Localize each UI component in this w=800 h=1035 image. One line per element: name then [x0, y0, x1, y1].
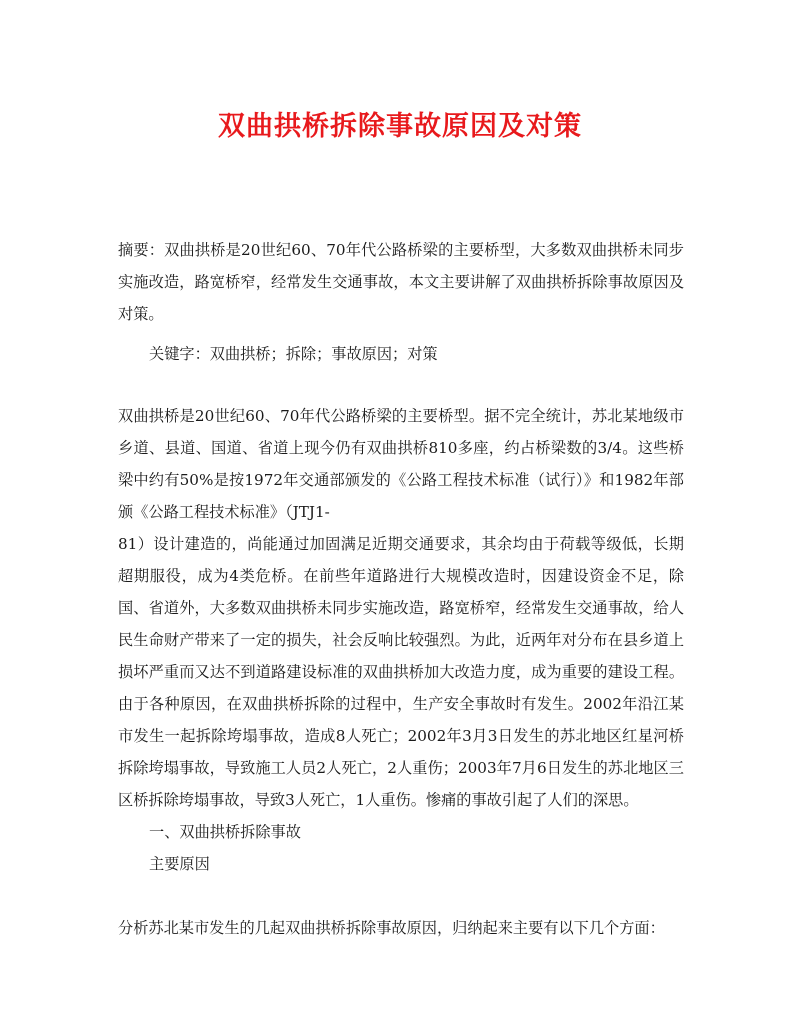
section-heading: 一、双曲拱桥拆除事故 [149, 823, 301, 841]
abstract-paragraph: 摘要：双曲拱桥是20世纪60、70年代公路桥梁的主要桥型，大多数双曲拱桥未同步实施改造，路宽桥窄，经常发生交通事故，本文主要讲解了双曲拱桥拆除事故原因及对策。 [118, 241, 684, 323]
intro-paragraph-part2: 81）设计建造的，尚能通过加固满足近期交通要求，其余均由于荷载等级低，长期超期服役，成为4类危桥。在前些年道路进行大规模改造时，因建设资金不足，除国、省道外，大多数双曲拱桥未同步实施改造，路宽桥窄，经常发生交通事故，给人民生命财产带来了一定的损失，社会反响比较强烈。为此，近两年对分布在县乡道上损坏严重而又达不到道路建设标准的双曲拱桥加大改造力度，成为重要的建设工程。由于各种原因，在双曲拱桥拆除的过程中，生产安全事故时有发生。2002年沿江某市发生一起拆除垮塌事故，造成8人死亡；2002年3月3日发生的苏北地区红星河桥拆除垮塌事故，导致施工人员2人死亡，2人重伤；2003年7月6日发生的苏北地区三区桥拆除垮塌事故，导致3人死亡，1人重伤。惨痛的事故引起了人们的深思。 [118, 535, 684, 809]
document-title: 双曲拱桥拆除事故原因及对策 [218, 111, 582, 142]
intro-paragraph-part1: 双曲拱桥是20世纪60、70年代公路桥梁的主要桥型。据不完全统计，苏北某地级市乡道、县道、国道、省道上现今仍有双曲拱桥810多座，约占桥梁数的3/4。这些桥梁中约有50%是按1972年交通部颁发的《公路工程技术标准（试行）》和1982年部颁《公路工程技术标准》（JTJ1- [118, 407, 684, 521]
analysis-paragraph: 分析苏北某市发生的几起双曲拱桥拆除事故原因，归纳起来主要有以下几个方面： [118, 919, 665, 937]
document-body [118, 234, 684, 944]
keywords-line: 关键字：双曲拱桥；拆除；事故原因；对策 [149, 345, 438, 363]
sub-heading: 主要原因 [149, 855, 210, 873]
